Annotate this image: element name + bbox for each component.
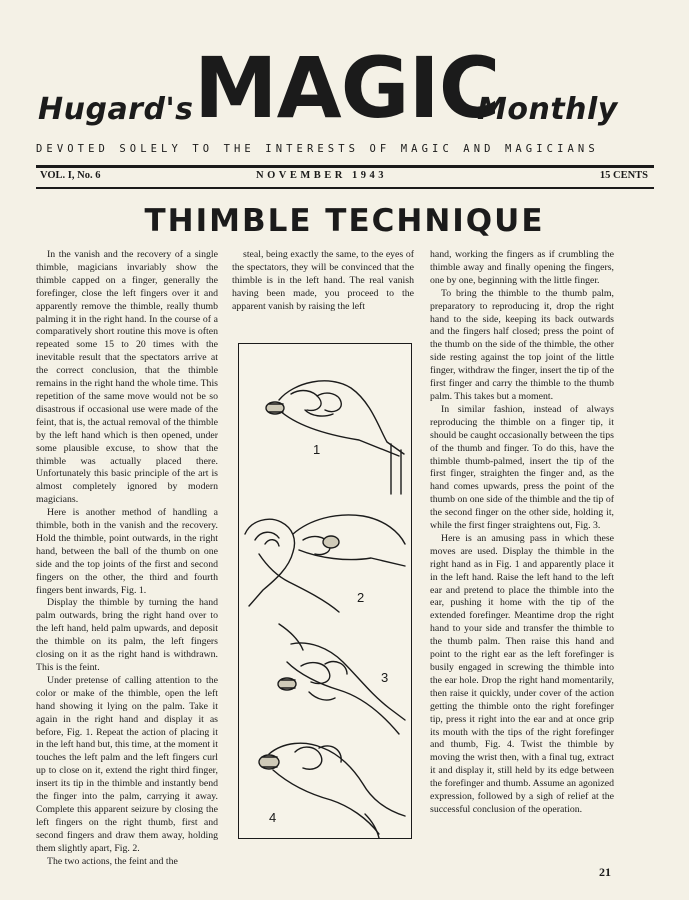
issue-date: NOVEMBER 1943 <box>256 170 387 181</box>
article-column-1 <box>36 249 218 867</box>
figure-1-hand-drawing <box>266 381 404 494</box>
issue-volume: VOL. I, No. 6 <box>40 170 101 181</box>
paragraph: Here is an amusing pass in which these moves are used. Display the thimble in the right hand as in Fig. 1 and apparently place it in the left hand. Raise the left hand to the left ear and pretend to place the thimble into the ear, pushing it home with the tip of the extended forefinger. Meantime drop the right hand to your side and transfer the thimble to the thumb palm. Then raise this hand and point to the right ear as the left forefinger is busily engaged in screwing the thimble into the ear hole. Drop the right hand momentarily, then raise it quickly, under cover of the action getting the thimble onto the right forefinger tip, press it right into the ear and at once grip its mouth with the tips of the right forefinger and thumb, Fig. 4. Twist the thimble by moving the wrist then, with a final tug, extract it and display it, still held by its edge between the forefinger and thumb. Assume an agonized expression, followed by a sigh of relief at the successful conclusion of the operation. <box>430 532 614 815</box>
paragraph: Here is another method of handling a thimble, both in the vanish and the recovery. Hold the thimble, point outwards, in the right hand, between the ball of the thumb on one side and the top joints of the first and second fingers on the other, the third and fourth fingers bent inwards, Fig. 1. <box>36 507 218 596</box>
figure-label-3: 3 <box>381 670 389 685</box>
article-column-3 <box>430 249 614 854</box>
paragraph: The two actions, the feint and the <box>47 855 178 867</box>
hand-drawings <box>239 344 411 838</box>
top-rule <box>36 165 654 168</box>
figure-2-hand-drawing <box>245 515 405 650</box>
masthead <box>34 39 654 137</box>
paragraph: hand, working the fingers as if crumbling the thimble away and finally opening the fingers, one by one, beginning with the little finger. <box>430 249 614 286</box>
article-title: THIMBLE TECHNIQUE <box>144 203 545 239</box>
masthead-suffix: Monthly <box>477 92 618 127</box>
figure-3-hand-drawing <box>278 643 405 734</box>
paragraph: In the vanish and the recovery of a single thimble, magicians invariably show the thimble capped on a finger, generally the forefinger, close the left fingers over it and apparently remove the thimble, really thumb palming it in the right hand. In the course of a comparatively short routine this move is often repeated some 15 to 20 times with the inevitable result that the spectators arrive at the correct conclusion, that the thimble remains in the right hand the whole time. This repetition of the same move would not be so disastrous if occasional use were made of the feint, that is, the actual removal of the thimble by the left hand which is then opened, under some plausible excuse, to show that the thimble was actually placed there. Unfortunately this basic principle of the art is almost completely ignored by modern magicians. <box>36 249 218 506</box>
issue-price: 15 CENTS <box>599 170 648 181</box>
paragraph: Display the thimble by turning the hand palm outwards, bring the right hand over to the left hand, held palm upwards, and deposit the thimble on its palm, the left fingers closing on it as the right hand is withdrawn. This is the feint. <box>36 597 218 673</box>
bottom-rule <box>36 187 654 189</box>
issue-line <box>36 169 654 185</box>
paragraph: Under pretense of calling attention to the color or make of the thimble, open the left hand showing it lying on the palm. Take it again in the right hand and display it as before, Fig. 1. Repeat the action of placing it in the left hand but, this time, at the moment it touches the left palm and the left fingers curl up to close on it, extend the right third finger, insert its tip in the thimble and instantly bend the finger into the palm, carrying it away. Complete this apparent seizure by closing the left fingers on the right thumb, first and second fingers and draw them away, holding them slightly apart, Fig. 2. <box>36 674 218 854</box>
figure-label-2: 2 <box>357 590 365 605</box>
thimble-illustration <box>238 343 412 839</box>
paragraph: In similar fashion, instead of always reproducing the thimble on a finger tip, it should be caught occasionally between the tips of the thumb and finger. To do this, have the thimble thumb-palmed, insert the tip of the first finger, straighten the finger and, as the hand comes upwards, press the point of the thumb on one side of the thimble and the tip of the second finger on the other side, holding it, while the first finger straightens out, Fig. 3. <box>430 403 614 532</box>
figure-label-4: 4 <box>269 810 277 825</box>
masthead-tagline: DEVOTED SOLELY TO THE INTERESTS OF MAGIC AND MAGICIANS <box>36 143 599 155</box>
masthead-title: MAGIC <box>194 39 500 137</box>
figure-label-1: 1 <box>313 442 321 457</box>
paragraph: steal, being exactly the same, to the eyes of the spectators, they will be convinced that the thimble is in the left hand. The real vanish having been made, you proceed to the apparent vanish by raising the left <box>232 249 414 312</box>
figure-4-hand-drawing <box>259 743 405 838</box>
page-number: 21 <box>599 865 611 879</box>
article-column-2 <box>232 249 414 329</box>
masthead-prefix: Hugard's <box>38 92 194 127</box>
paragraph: To bring the thimble to the thumb palm, preparatory to reproducing it, drop the right hand to the side, keeping its back outwards and the fingers half closed; press the point of the thumb on the side of the thimble, the other side resting against the top joint of the little finger, withdraw the finger, insert the tip of the first finger and carry the thimble to the thumb palm. This takes but a moment. <box>430 287 614 402</box>
